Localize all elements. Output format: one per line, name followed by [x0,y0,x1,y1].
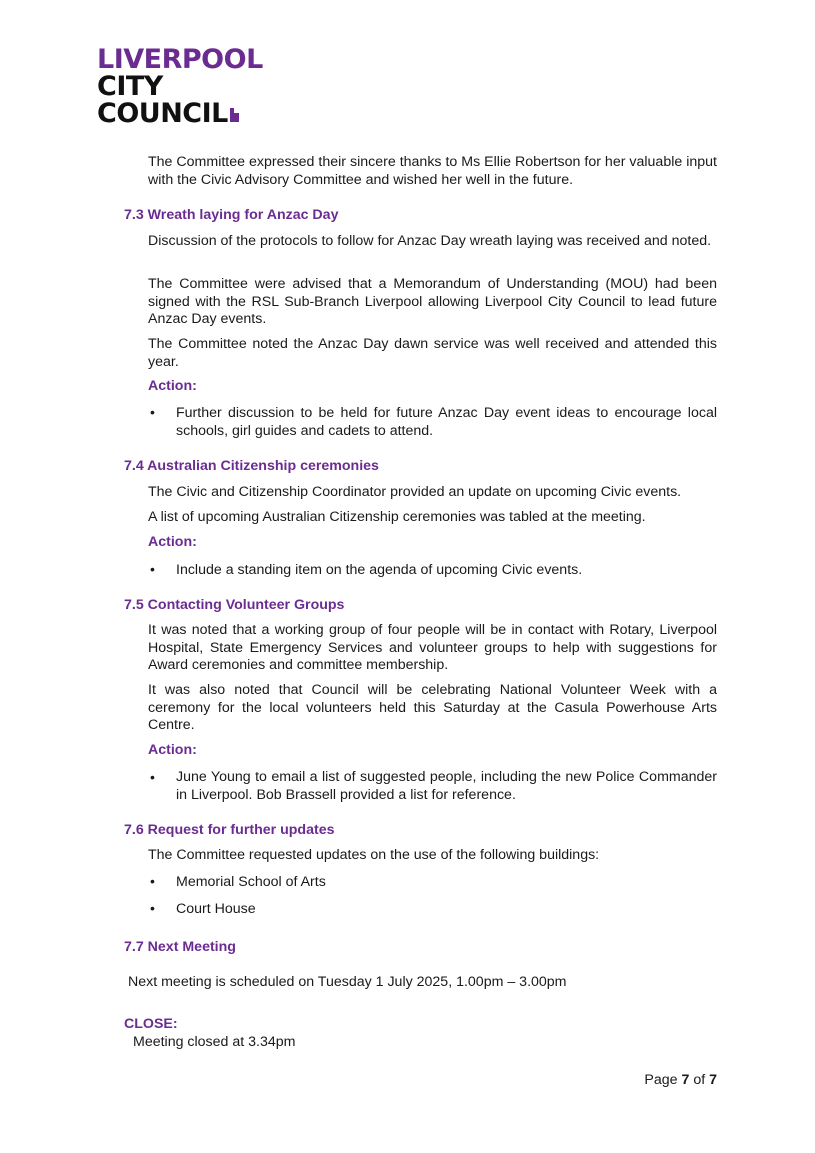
heading-7-3: 7.3 Wreath laying for Anzac Day [124,207,339,223]
s76-paragraph-1: The Committee requested updates on the use of the following buildings: [148,847,600,863]
bullet-icon: • [150,873,155,889]
heading-7-5: 7.5 Contacting Volunteer Groups [124,597,345,613]
heading-7-7: 7.7 Next Meeting [124,939,236,955]
heading-7-6: 7.6 Request for further updates [124,822,335,838]
of-label: of [693,1072,706,1088]
s76-bullet-1: Memorial School of Arts [176,874,326,890]
s77-paragraph-1: Next meeting is scheduled on Tuesday 1 July 2025, 1.00pm – 3.00pm [128,974,567,990]
logo-line-council-wrap [97,100,263,127]
logo-line-council: COUNCIL [97,98,228,129]
logo-line-city: CITY [97,71,163,102]
council-logo [97,46,263,127]
bullet-icon: • [150,769,155,785]
s73-paragraph-1: Discussion of the protocols to follow for Anzac Day wreath laying was received and noted. [148,233,712,249]
s74-action-label: Action: [148,534,197,550]
s76-bullet-2: Court House [176,901,256,917]
s74-paragraph-1: The Civic and Citizenship Coordinator provided an update on upcoming Civic events. [148,484,682,500]
s73-paragraph-2: The Committee were advised that a Memorandum of Understanding (MOU) had been signed with the RSL Sub-Branch Liverpool allowing Liverpool City Council to lead future Anzac Day events. [148,276,717,327]
bullet-icon: • [150,561,155,577]
logo-line-liverpool: LIVERPOOL [97,44,263,75]
s74-paragraph-2: A list of upcoming Australian Citizenship ceremonies was tabled at the meeting. [148,509,646,525]
s73-action-label: Action: [148,378,197,394]
close-heading: CLOSE: [124,1016,178,1032]
s75-action-label: Action: [148,742,197,758]
heading-7-4: 7.4 Australian Citizenship ceremonies [124,458,379,474]
bullet-icon: • [150,900,155,916]
s74-bullet-1: Include a standing item on the agenda of upcoming Civic events. [176,562,583,578]
s73-bullet-1: Further discussion to be held for future Anzac Day event ideas to encourage local schools, girl guides and cadets to attend. [176,405,717,439]
s75-paragraph-1: It was noted that a working group of four people will be in contact with Rotary, Liverpool Hospital, State Emergency Services and volunteer groups to help with suggestions for Award ceremonies and committee membership. [148,622,717,673]
page-label: Page [644,1072,678,1088]
s75-bullet-1: June Young to email a list of suggested people, including the new Police Commander in Liverpool. Bob Brassell provided a list for reference. [176,769,717,803]
intro-paragraph: The Committee expressed their sincere thanks to Ms Ellie Robertson for her valuable input with the Civic Advisory Committee and wished her well in the future. [148,154,717,188]
page-number-footer [600,1072,717,1088]
logo-mark-icon [230,113,239,122]
bullet-icon: • [150,404,155,420]
s73-paragraph-3: The Committee noted the Anzac Day dawn service was well received and attended this year. [148,336,717,370]
page-total: 7 [709,1072,717,1088]
close-paragraph: Meeting closed at 3.34pm [133,1034,296,1050]
s75-paragraph-2: It was also noted that Council will be celebrating National Volunteer Week with a ceremony for the local volunteers held this Saturday at the Casula Powerhouse Arts Centre. [148,682,717,733]
page-current: 7 [681,1072,690,1088]
